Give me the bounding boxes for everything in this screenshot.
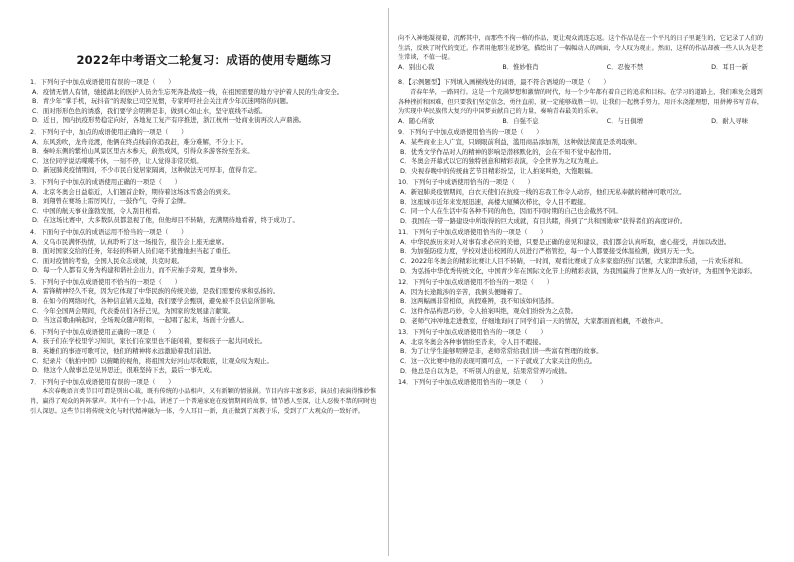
option-b: B．惟妙惟肖 — [502, 62, 539, 71]
question-stem: 9．下列句子中加点成语使用恰当的一项是（ ） — [398, 128, 543, 137]
option-d: D．我国在一带一路建设中所取得的巨大成就，有目共睹，得到了“共和国勋章”获得者们的高度评价。 — [400, 216, 687, 225]
question-2 — [30, 128, 378, 176]
option-c: C．中国的航天事业蓬勃发展，令人刮目相看。 — [32, 206, 165, 215]
option-d: D．新冠肺炎疫情期间，不少市民自觉居家隔离，这种做法无可厚非，值得肯定。 — [32, 166, 261, 175]
question-8 — [398, 78, 766, 88]
option-a: A．别出心裁 — [398, 62, 435, 71]
option-c: C．面对疫情的考验，全国人民众志成城，共克时艰。 — [32, 256, 184, 265]
question-stem: 5．下列句子中加点成语使用不恰当的一项是（ ） — [30, 277, 182, 286]
question-9 — [398, 128, 766, 176]
option-c: C．今年全国两会期间，代表委员们各抒己见，为国家的发展建言献策。 — [32, 306, 235, 315]
option-b: B．青少年“掌手机，玩抖音”的现象已司空见惯，专家呼吁社会关注青少年沉迷网络的问题。 — [32, 97, 293, 106]
question-10 — [398, 178, 766, 226]
question-13 — [398, 328, 766, 376]
option-b: B．为了让学生能够明辨是非，老师常常给我们讲一些富有哲理的故事。 — [400, 347, 603, 356]
option-a: A．孩子们在学校里学习知识，家长们在家里也不能闲着，要和孩子一起共同成长。 — [32, 337, 267, 346]
question-stem: 13．下列句子中加点成语使用恰当的一项是（ ） — [398, 328, 547, 337]
question-7-options — [398, 63, 766, 73]
option-c: C．2022年冬奥会的精彩比赛让人目不转睛，一时间，观看比赛成了众多家庭的热门话题，大家津津乐道，一片欢乐祥和。 — [400, 257, 747, 266]
option-d: D．每一个人都有义务为构建和谐社会出力，而不应袖手旁观，置身事外。 — [32, 266, 242, 275]
question-12 — [398, 278, 766, 326]
option-a: A．中华民族历来对人对事有求必应的美德，只要是正确的意见和建议，我们都会认真听取，虚心接受，并加以改进。 — [400, 237, 731, 246]
option-a: A．疫情无情人有情，驰援湖北的医护人员舍生忘死奔赴战疫一线，在祖国需要的地方守护着人民的生命安全。 — [32, 87, 344, 96]
option-a: A．因为长途跋涉的辛苦，我倒头便睡着了。 — [400, 287, 526, 296]
option-d: D．为弘扬中华优秀传统文化，中国青少年在国际文化节上的精彩表演，为我国赢得了世界友人的一致好评，为祖国争光添彩。 — [400, 266, 757, 275]
option-c: C．这位同学说话喋喋不休，一刻不停，让人觉得非常厌烦。 — [32, 156, 203, 165]
option-a: A．随心所欲 — [398, 116, 435, 125]
option-d: D．在这场比赛中，大多数队员都忽视了他，但他却目不转睛，充满期待地看着，终于成功了。 — [32, 216, 299, 225]
question-stem: 2．下列句子中，加点的成语使用正确的一项是（ ） — [30, 127, 188, 136]
option-d: D．他总是自以为是，不听别人的意见，结果常常弄巧成拙。 — [400, 366, 572, 375]
reading-passage: 本次春晚语言类节目可谓是别出心裁，既有传统的小品相声，又有新颖的情景剧。节目内容丰富多彩，演员们表演得惟妙惟肖，赢得了观众的阵阵掌声。其中有一个小品，讲述了一个普通家庭在疫情期间的故事，情节感人至深，让人忍俊不禁的同时也引人深思。这些节目将传统文化与时代精神融为一体，令人耳目一新，真正做到了寓教于乐，受到了广大观众的一致好评。 — [30, 388, 377, 415]
option-b: B．在如今的网络时代，各种信息铺天盖地，我们要学会甄别，避免被不良信息所影响。 — [32, 297, 280, 306]
option-c: C．与日俱增 — [606, 116, 644, 125]
option-b: B．面对国家交给的任务，年轻的科研人员们毫不犹豫地担当起了重任。 — [32, 247, 235, 256]
question-8-options — [398, 117, 766, 127]
question-4 — [30, 228, 378, 276]
question-stem: 3．下列句子中加点的成语使用正确的一项是（ ） — [30, 177, 182, 186]
option-a: A．北京冬奥会各种事情纷至沓来，令人目不暇接。 — [400, 337, 545, 346]
option-b: B．优秀文学作品对人的精神的影响是潜移默化的，会在不知不觉中起作用。 — [400, 147, 616, 156]
question-6 — [30, 328, 378, 376]
reading-passage: 青春年华，一路同行。这是一个充满梦想和激情的时代，每一个少年都有着自己的追求和目标。在学习的道路上，我们难免会遇到各种挫折和困难，但只要我们坚定信念，勇往直前，就一定能够战胜一切。让我们一起携手努力，用汗水浇灌理想，用拼搏书写青春，为实现中华民族伟大复兴的中国梦贡献自己的力量，奏响青春最美的乐章。 — [398, 88, 764, 116]
question-stem: 12．下列句子中加点成语使用不恰当的一项是（ ） — [398, 278, 554, 287]
question-14 — [398, 378, 766, 388]
question-stem: 8．【示例题型】下列填入画横线处的词语，最不符合语境的一项是（ ） — [398, 78, 610, 87]
option-b: B．英雄们的事迹可歌可泣，他们的精神将永远激励着我们前进。 — [32, 347, 216, 356]
option-b: B．刘翔曾在赛场上雷厉风行，一鼓作气，夺得了金牌。 — [32, 197, 190, 206]
question-stem: 6．下列句子中加点成语使用正确的一项是（ ） — [30, 327, 175, 336]
question-7 — [30, 378, 378, 388]
question-stem: 4．下面句子中加点的成语运用不恰当的一项是（ ） — [30, 227, 188, 236]
option-a: A．北京冬奥会日益临近，人们翘首企盼，期待着这场冰雪盛会的到来。 — [32, 187, 235, 196]
page-title: 2022年中考语文二轮复习：成语的使用专题练习 — [76, 53, 332, 67]
option-a: A．东风劲吹，龙舟竞渡，他俩在终点线前你追我赶，难分难解，不分上下。 — [32, 137, 248, 146]
option-d: D．近日，国内抗疫形势稳定向好，各地复工复产有序推进，浙江杭州一处商业街再次人声鼎沸。 — [32, 116, 306, 125]
option-a: A．义乌市民满怀热情，认真聆听了这一场报告，报告会上座无虚席。 — [32, 237, 229, 246]
option-a: A．新冠肺炎疫情期间，白衣天使们在抗疫一线的忘我工作令人动容，他们无私奉献的精神可歌可泣。 — [400, 187, 686, 196]
left-column — [30, 0, 378, 562]
option-c: C．冬奥会开幕式以它的独特创意和精彩表演，令全世界为之叹为观止。 — [400, 157, 603, 166]
option-d: D．央视春晚中的传统曲艺节目精彩纷呈，让人拍案叫绝，大饱眼福。 — [400, 166, 597, 175]
question-stem: 7．下列句子中加点成语使用有误的一项是（ ） — [30, 377, 175, 386]
question-stem: 14．下列句子中加点成语使用恰当的一项是（ ） — [398, 378, 547, 387]
option-d: D．耳目一新 — [711, 62, 748, 71]
column-divider — [388, 8, 389, 556]
question-stem: 11．下列句子中加点成语使用恰当的一项是（ ） — [398, 228, 547, 237]
option-c: C．纪录片《航拍中国》以俯瞰的视角，将祖国大好河山尽收眼底，让观众叹为观止。 — [32, 356, 273, 365]
option-c: C．忍俊不禁 — [606, 62, 644, 71]
question-3 — [30, 178, 378, 226]
option-b: B．自强不息 — [502, 116, 539, 125]
option-c: C．这件作品构思巧妙，令人拍案叫绝，观众们纷纷为之点赞。 — [400, 307, 578, 316]
question-stem: 10．下列句子中成语使用恰当的一项是（ ） — [398, 178, 534, 187]
option-c: C．面对形形色色的诱惑，我们要学会明辨是非，做到心如止水，坚守底线不动摇。 — [32, 106, 267, 115]
option-c: C．这一次比赛中他的表现可圈可点，一下子就成了大家关注的焦点。 — [400, 357, 597, 365]
option-b: B．秦岭东侧的紫柏山风景区里古木参天，蔚然成风，引得众多游客纷至沓来。 — [32, 147, 254, 156]
option-c: C．同一个人在生活中有各种不同的角色，因而不同时期的自己也会截然不同。 — [400, 207, 622, 216]
option-a: A．雷锋精神经久不衰，因为它体现了中华民族的传统美德，是我们需要传承和弘扬的。 — [32, 287, 280, 296]
question-5 — [30, 278, 378, 326]
reading-passage-continued: 向不入神地凝视着，沉醉其中，而那些不拘一格的作品，更让观众流连忘返。这个作品是在一个平凡的日子里诞生的，它记录了人们的生活，反映了时代的变迁。作者用他那生花妙笔，描绘出了一幅幅动人的画面，令人叹为观止。然而，这样的作品却被一些人认为是老生常谈，不值一提。 — [398, 35, 764, 62]
option-d: D．耐人寻味 — [711, 116, 748, 125]
question-1 — [30, 78, 378, 126]
right-column — [398, 0, 766, 562]
option-d: D．老师气冲冲地走进教室，仔细地询问了同学们前一天的情况，大家都面面相觑，不敢作声。 — [400, 316, 667, 325]
option-d: D．他这个人做事总是见异思迁，很难坚持下去，最后一事无成。 — [32, 366, 216, 375]
question-11 — [398, 228, 766, 276]
option-b: B．这两幅画非常相似，真假难辨，我不知该如何选择。 — [400, 297, 558, 306]
option-a: A．某些商业主人广宣，只顾眼前利益，滥用商品添加剂，这种做法简直是杀鸡取卵。 — [400, 137, 641, 146]
question-stem: 1．下列句子中加点成语使用有误的一项是（ ） — [30, 78, 175, 86]
option-d: D．当这首歌曲响起时，全场观众随声附和，一起唱了起来，场面十分感人。 — [32, 316, 248, 325]
option-b: B．为加强防疫力度，学校对进出校园的人员进行严格管控，每一个人都要接受体温检测，做到万无一失。 — [400, 247, 699, 256]
option-b: B．这座城市近年来发展迅速，高楼大厦鳞次栉比，令人目不暇接。 — [400, 197, 590, 206]
